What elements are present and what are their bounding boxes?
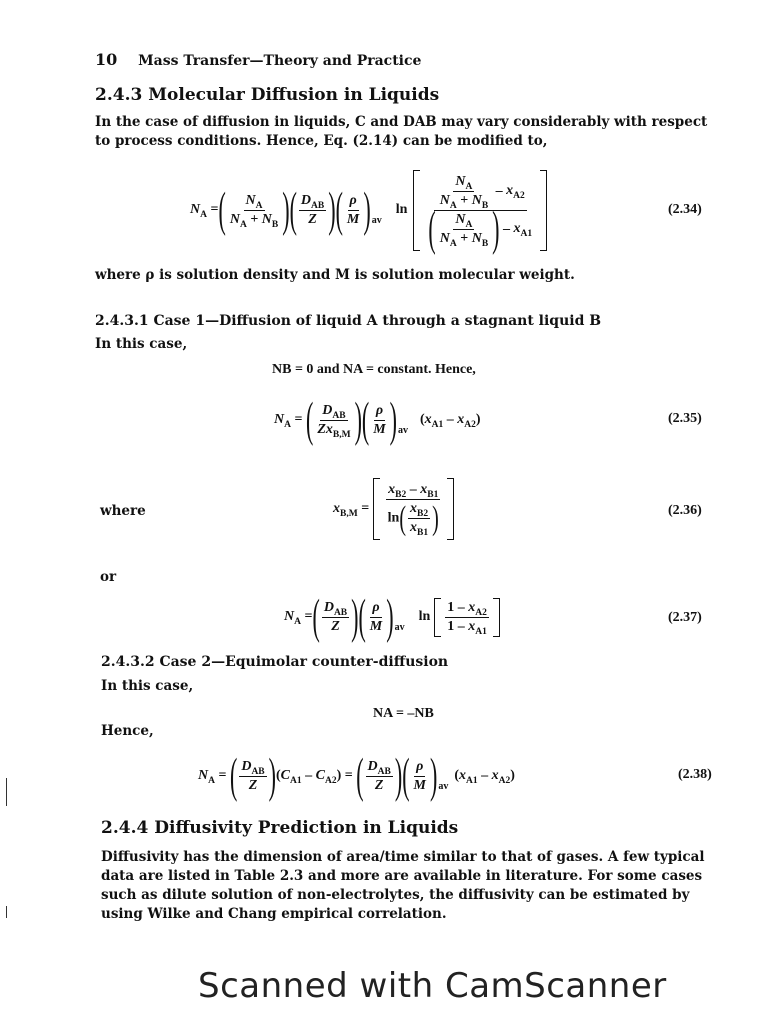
case1-condition: NB = 0 and NA = constant. Hence,: [272, 362, 476, 377]
hence-label: Hence,: [101, 723, 154, 739]
paragraph-2-4-3: In the case of diffusion in liquids, C and DAB may vary considerably with respect to process conditions. Hence, Eq. (2.14) can be modified to,: [95, 114, 708, 149]
equation-2-34: $N_A$ = ( $\frac{N_A}{N_A + N_B}$ ) ( $\frac{D_{AB}}{Z}$ ) ( $\frac{\rho}{M}$ ) av ln $\frac{N_A}{N_A + N_B}$ – $x_{A2}$ ( $\frac{N_A}{N_A + N_B}$ ) – $x_{A1}$: [190, 162, 547, 258]
equation-2-35: $N_A$ = ( $\frac{D_{AB}}{Zx_{B,M}}$ ) ( $\frac{\rho}{M}$ ) av $(x_{A1} - x_{A2})$: [274, 391, 481, 447]
scan-edge-mark: [6, 778, 7, 806]
running-header: [95, 50, 421, 69]
paragraph-2-4-4: Diffusivity has the dimension of area/time similar to that of gases. A few typical data are listed in Table 2.3 and more are available in literature. For some cases such as dilute solution of non-electrolytes, the diffusivity can be estimated by using Wilke and Chang empirical correlation.: [101, 849, 705, 922]
equation-number-2-36: (2.36): [668, 503, 702, 518]
equation-2-38: $N_A$ = ( $\frac{D_{AB}}{Z}$ ) $(C_{A1} - C_{A2})$ = ( $\frac{D_{AB}}{Z}$ ) ( $\frac{\rho}{M}$ ) av $(x_{A1} - x_{A2})$: [198, 747, 515, 803]
case2-intro: In this case,: [101, 678, 194, 694]
scanner-watermark: Scanned with CamScanner: [198, 966, 667, 1006]
equation-number-2-35: (2.35): [668, 411, 702, 426]
equation-number-2-38: (2.38): [678, 767, 712, 782]
where-label: where: [100, 503, 146, 519]
paragraph-after-2-34: where ρ is solution density and M is solution molecular weight.: [95, 267, 575, 283]
equation-number-2-37: (2.37): [668, 610, 702, 625]
section-heading-2-4-3: 2.4.3 Molecular Diffusion in Liquids: [95, 85, 440, 105]
section-heading-2-4-4: 2.4.4 Diffusivity Prediction in Liquids: [101, 818, 459, 838]
equation-2-37: $N_A$ = ( $\frac{D_{AB}}{Z}$ ) ( $\frac{\rho}{M}$ ) av ln $\frac{1 - x_{A2}}{1 - x_{A1}}$: [284, 592, 500, 642]
or-label: or: [100, 569, 117, 585]
equation-2-36: $x_{B,M}$ = $x_{B2} - x_{B1}$ ln( $\frac{x_{B2}}{x_{B1}}$ ): [333, 463, 454, 555]
running-title: Mass Transfer—Theory and Practice: [138, 53, 422, 69]
case2-condition: NA = –NB: [373, 706, 434, 721]
page-number: 10: [95, 50, 118, 69]
case1-intro: In this case,: [95, 336, 188, 352]
scan-edge-mark: [6, 906, 7, 918]
section-heading-2-4-3-1: 2.4.3.1 Case 1—Diffusion of liquid A through a stagnant liquid B: [95, 313, 602, 329]
equation-number-2-34: (2.34): [668, 202, 702, 217]
section-heading-2-4-3-2: 2.4.3.2 Case 2—Equimolar counter-diffusion: [101, 654, 449, 670]
